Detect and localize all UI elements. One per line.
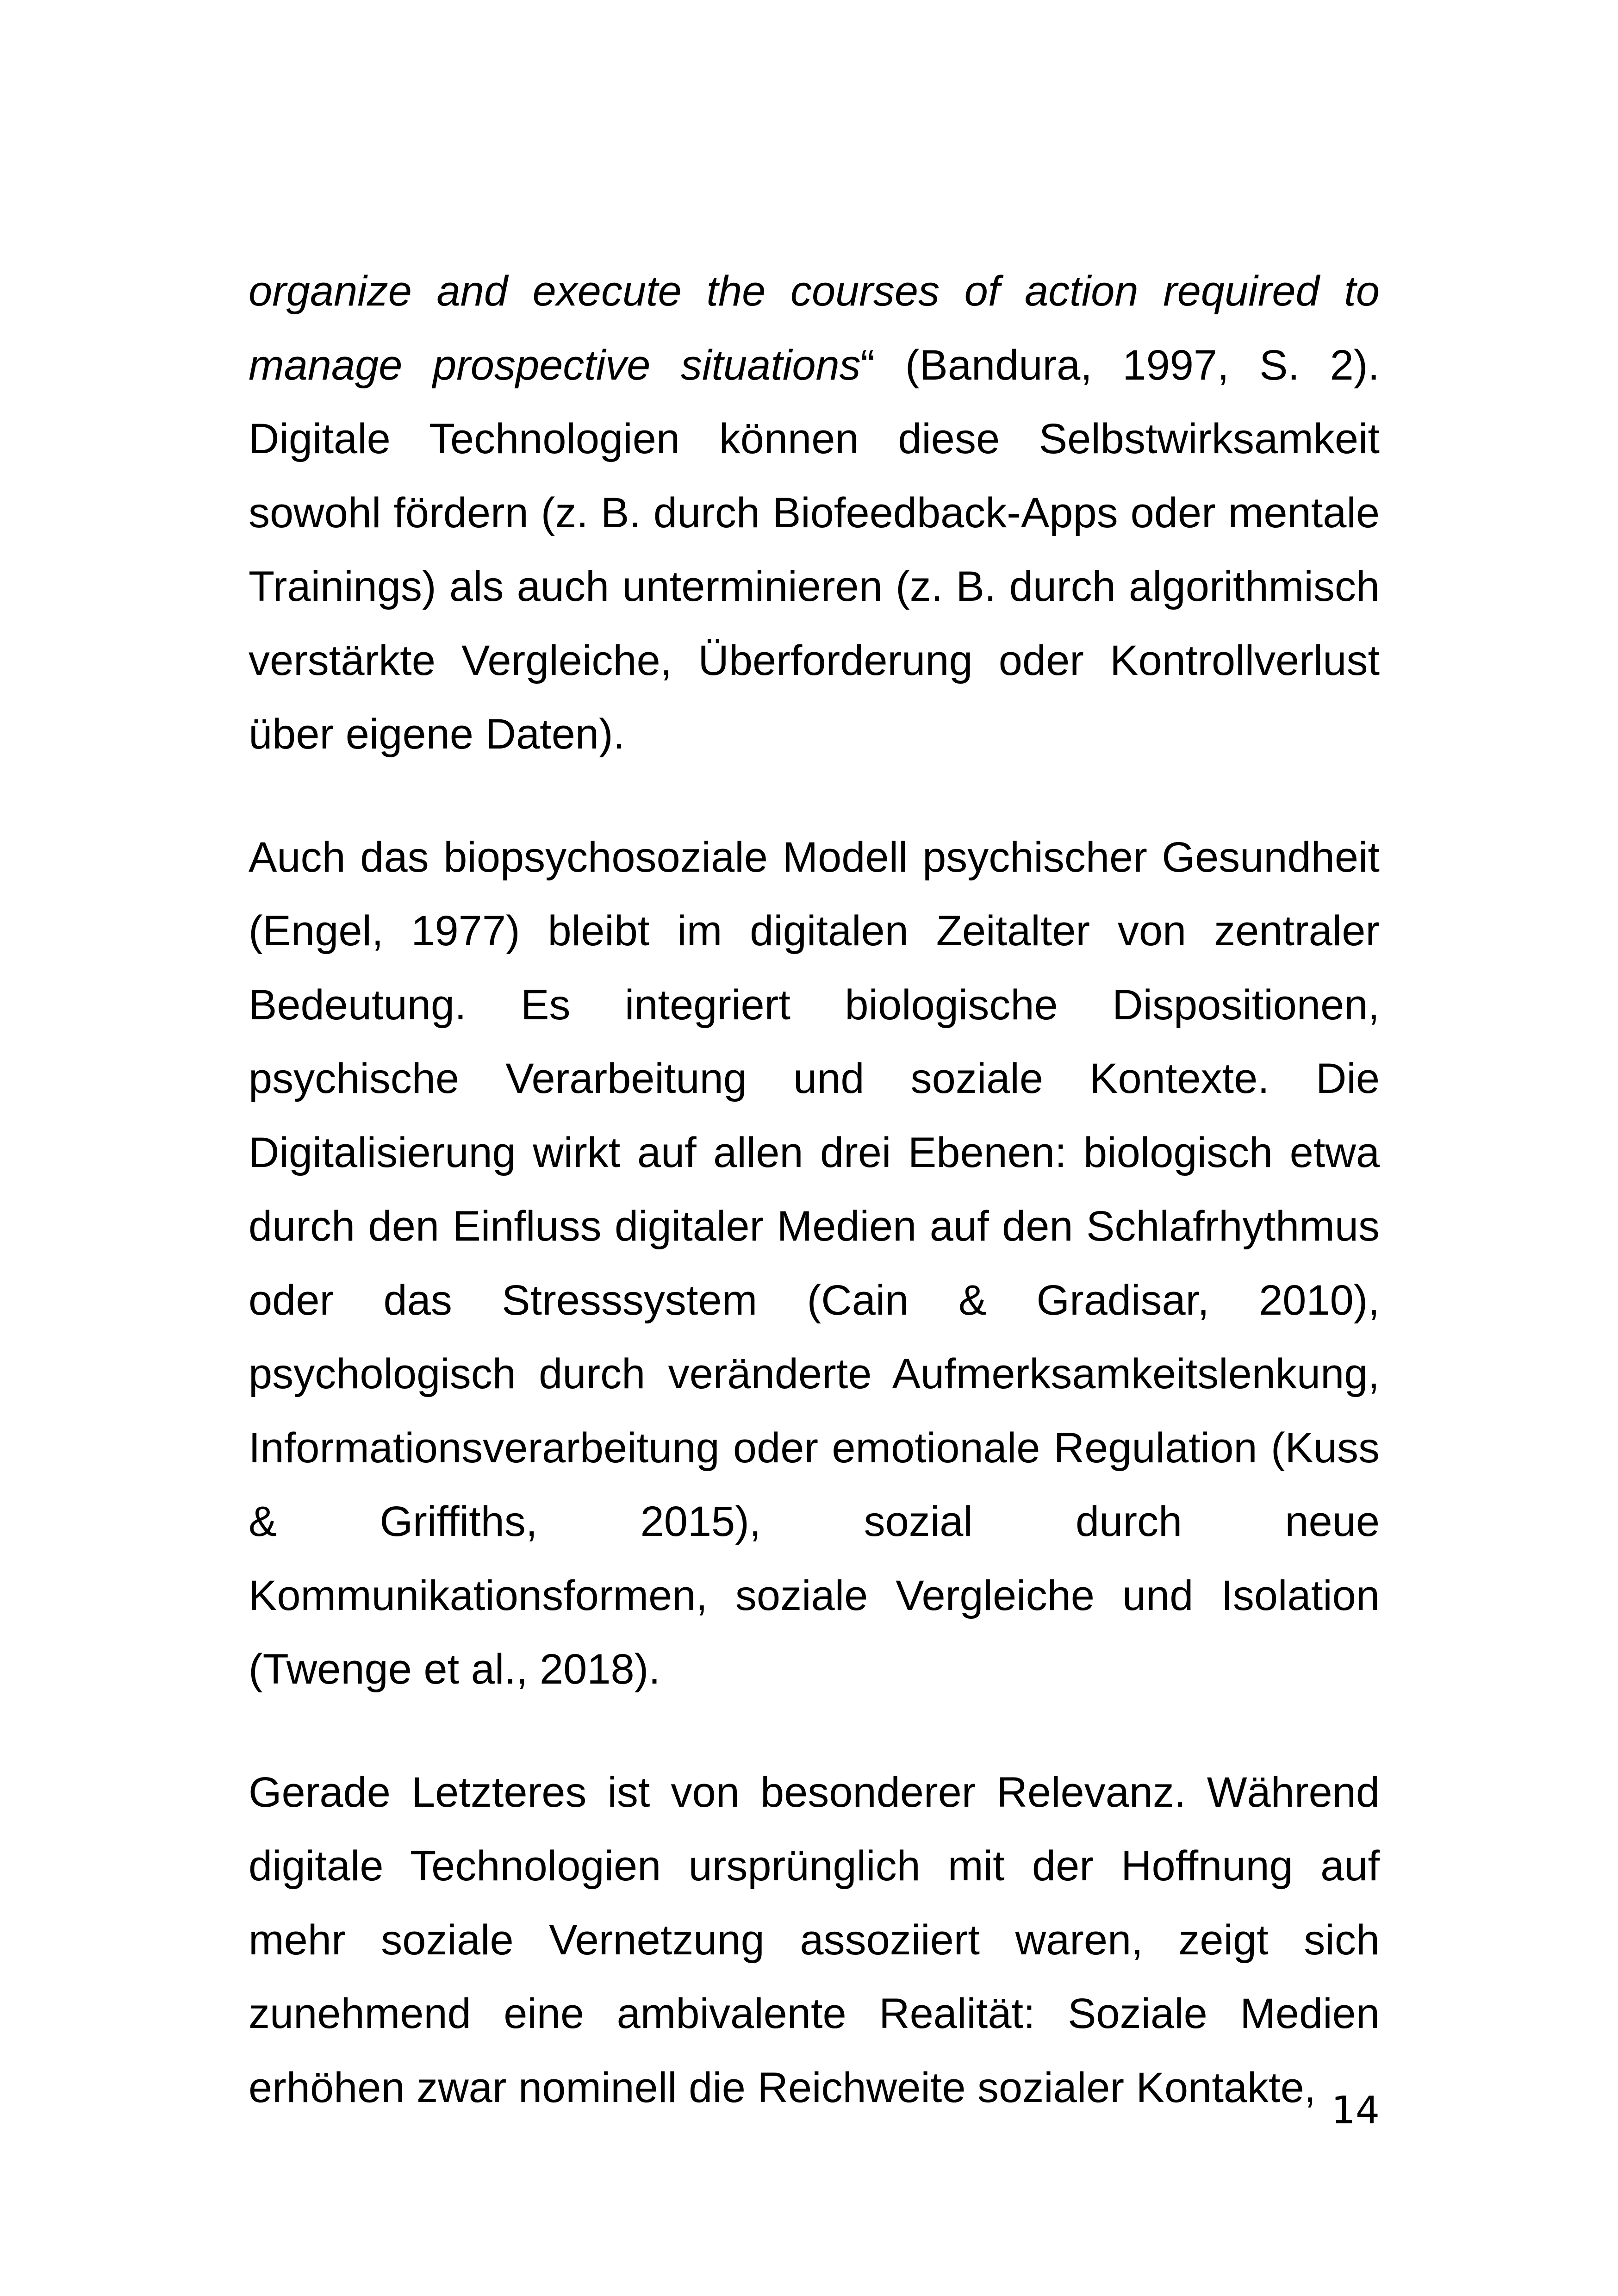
paragraph-3: [249, 1756, 1380, 2125]
paragraph-3-text: Gerade Letzteres ist von besonderer Relevanz. Während digitale Technologien ursprünglich mit der Hoffnung auf mehr soziale Vernetzung assoziiert waren, zeigt sich zunehmend eine ambivalente Realität: Soziale Medien erhöhen zwar nominell die Reichweite sozialer Kontakte,: [249, 1768, 1380, 2111]
body-text: [249, 255, 1380, 2125]
page-number: 14: [1331, 2089, 1380, 2133]
paragraph-1-quote: organize and execute the courses of action required to manage prospective situations: [249, 268, 1380, 389]
paragraph-2-text: Auch das biopsychosoziale Modell psychischer Gesundheit (Engel, 1977) bleibt im digitalen Zeitalter von zentraler Bedeutung. Es integriert biologische Dispositionen, psychische Verarbeitung und soziale Kontexte. Die Digitalisierung wirkt auf allen drei Ebenen: biologisch etwa durch den Einfluss digitaler Medien auf den Schlafrhythmus oder das Stresssystem (Cain & Gradisar, 2010), psychologisch durch veränderte Aufmerksamkeitslenkung, Informationsverarbeitung oder emotionale Regulation (Kuss & Griffiths, 2015), sozial durch neue Kommunikationsformen, soziale Vergleiche und Isolation (Twenge et al., 2018).: [249, 833, 1380, 1693]
paragraph-1: [249, 255, 1380, 772]
paragraph-2: [249, 821, 1380, 1707]
paragraph-1-text: “ (Bandura, 1997, S. 2). Digitale Technologien können diese Selbstwirksamkeit sowohl fördern (z. B. durch Biofeedback-Apps oder mentale Trainings) als auch unterminieren (z. B. durch algorithmisch verstärkte Vergleiche, Überforderung oder Kontrollverlust über eigene Daten).: [249, 341, 1380, 758]
